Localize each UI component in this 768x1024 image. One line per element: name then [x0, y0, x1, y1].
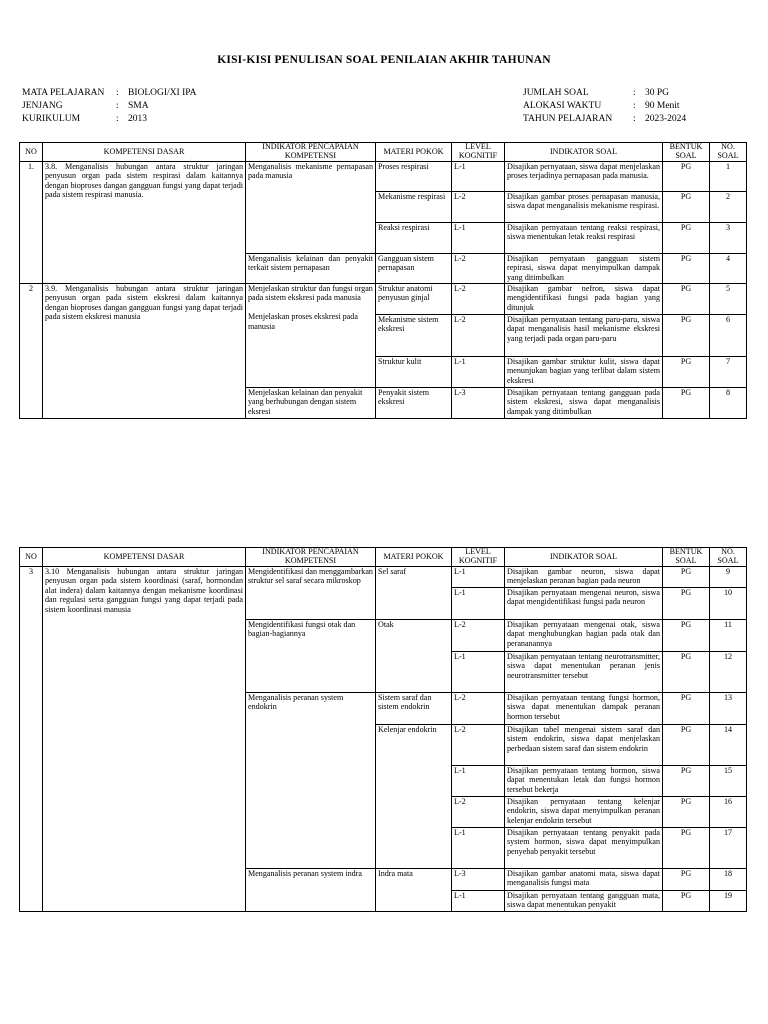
cell-bentuk: PG	[663, 254, 710, 284]
cell-level: L-1	[452, 828, 505, 869]
cell-indikator-soal: Disajikan pernyataan gangguan sistem repirasi, siswa dapat menyimpulkan dampak yang ditimbulkan	[505, 254, 663, 284]
meta-left	[22, 87, 197, 126]
cell-no-soal: 14	[710, 725, 747, 766]
cell-bentuk: PG	[663, 828, 710, 869]
meta-value: 2013	[128, 114, 147, 124]
cell-materi: Mekanisme respirasi	[376, 192, 452, 223]
cell-bentuk: PG	[663, 891, 710, 912]
cell-no-soal: 11	[710, 620, 747, 652]
header-no-soal: NO. SOAL	[710, 548, 747, 567]
cell-no-soal: 9	[710, 567, 747, 588]
cell-level: L-2	[452, 192, 505, 223]
cell-indikator-pencapaian: Mengidentifikasi dan menggambarkan struktur sel saraf secara mikroskop	[246, 567, 376, 620]
meta-value: SMA	[128, 101, 149, 111]
meta-sep: :	[116, 101, 119, 111]
cell-bentuk: PG	[663, 620, 710, 652]
cell-indikator-soal: Disajikan pernyataan tentang reaksi respirasi, siswa menentukan letak reaksi respirasi	[505, 223, 663, 254]
kisi-table-2	[19, 547, 747, 912]
cell-indikator-pencapaian: Menganalisis kelainan dan penyakit terkait sistem pernapasan	[246, 254, 376, 284]
cell-materi: Penyakit sistem ekskresi	[376, 388, 452, 419]
cell-level: L-1	[452, 223, 505, 254]
cell-level: L-1	[452, 162, 505, 192]
cell-indikator-soal: Disajikan pernyataan, siswa dapat menjelaskan proses terjadinya pernapasan pada manusia.	[505, 162, 663, 192]
cell-materi: Otak	[376, 620, 452, 693]
meta-row	[523, 87, 686, 100]
cell-materi: Indra mata	[376, 869, 452, 912]
cell-bentuk: PG	[663, 766, 710, 797]
cell-bentuk: PG	[663, 284, 710, 315]
cell-materi: Proses respirasi	[376, 162, 452, 192]
cell-materi: Kelenjar endokrin	[376, 725, 452, 869]
header-bentuk-soal: BENTUK SOAL	[663, 143, 710, 162]
cell-kompetensi-dasar: 3.10 Menganalisis hubungan antara struktur jaringan penyusun organ pada sistem koordinasi (saraf, hormondan alat indera) dalam kaitannya dengan mekanisme koordinasi dan regulasi serta gangguan fungsi yang dapat terjadi pada sistem koordinasi manusia	[43, 567, 246, 912]
cell-no-soal: 13	[710, 693, 747, 725]
cell-no-soal: 6	[710, 315, 747, 357]
header-no: NO	[20, 548, 43, 567]
cell-no-soal: 12	[710, 652, 747, 693]
meta-row	[22, 100, 197, 113]
meta-row	[22, 87, 197, 100]
meta-sep: :	[633, 101, 636, 111]
header-kompetensi-dasar: KOMPETENSI DASAR	[43, 548, 246, 567]
header-no: NO	[20, 143, 43, 162]
cell-indikator-soal: Disajikan gambar neuron, siswa dapat menjelaskan peranan bagian pada neuron	[505, 567, 663, 588]
meta-sep: :	[633, 114, 636, 124]
cell-bentuk: PG	[663, 315, 710, 357]
cell-indikator-soal: Disajikan pernyataan tentang kelenjar endokrin, siswa dapat menyimpulkan peranan kelenjar endokrin tersebut	[505, 797, 663, 828]
cell-materi: Gangguan sistem pernapasan	[376, 254, 452, 284]
cell-bentuk: PG	[663, 869, 710, 891]
cell-level: L-3	[452, 869, 505, 891]
cell-materi: Struktur kulit	[376, 357, 452, 388]
cell-kompetensi-dasar: 3.9. Menganalisis hubungan antara struktur jaringan penyusun organ pada sistem ekskresi dalam kaitannya dengan bioproses dangan gangguan fungsi yang dapat terjadi pada sistem ekskresi manusia	[43, 284, 246, 419]
cell-no: 2	[20, 284, 43, 419]
cell-kompetensi-dasar: 3.8. Menganalisis hubungan antara struktur jaringan penyusun organ pada sistem respirasi dalam kaitannya dengan bioproses dangan gangguan fungsi yang dapat terjadi pada sistem respirasi manusia.	[43, 162, 246, 284]
cell-indikator-soal: Disajikan pernyataan tentang gangguan pada sistem ekskresi, siswa dapat menganalisis dampak yang ditimbulkan	[505, 388, 663, 419]
meta-key: MATA PELAJARAN	[22, 88, 105, 98]
cell-bentuk: PG	[663, 725, 710, 766]
document-title: KISI-KISI PENULISAN SOAL PENILAIAN AKHIR TAHUNAN	[217, 54, 551, 66]
cell-no-soal: 7	[710, 357, 747, 388]
table-row	[20, 284, 747, 315]
cell-materi: Reaksi respirasi	[376, 223, 452, 254]
meta-row	[523, 100, 686, 113]
cell-indikator-soal: Disajikan gambar nefron, siswa dapat mengidentifikasi fungsi pada bagian yang ditunjuk	[505, 284, 663, 315]
cell-no: 1.	[20, 162, 43, 284]
meta-value: 2023-2024	[645, 114, 687, 124]
cell-no-soal: 3	[710, 223, 747, 254]
meta-key: JUMLAH SOAL	[523, 88, 589, 98]
cell-no-soal: 17	[710, 828, 747, 869]
table-header-row	[20, 143, 747, 162]
cell-no: 3	[20, 567, 43, 912]
cell-indikator-soal: Disajikan pernyataan tentang paru-paru, siswa dapat menganalisis hasil mekanisme ekskresi yang terjadi pada organ paru-paru	[505, 315, 663, 357]
cell-bentuk: PG	[663, 192, 710, 223]
cell-indikator-pencapaian: Menganalisis peranan system endokrin	[246, 693, 376, 869]
cell-indikator-pencapaian: Menganalisis mekanisme pernapasan pada manusia	[246, 162, 376, 254]
header-materi-pokok: MATERI POKOK	[376, 143, 452, 162]
cell-level: L-2	[452, 620, 505, 652]
meta-key: KURIKULUM	[22, 114, 81, 124]
cell-level: L-2	[452, 725, 505, 766]
cell-bentuk: PG	[663, 797, 710, 828]
cell-bentuk: PG	[663, 162, 710, 192]
cell-indikator-soal: Disajikan tabel mengenai sistem saraf dan sistem endokrin, siswa dapat menjelaskan perbedaan sistem saraf dan sistem endokrin	[505, 725, 663, 766]
cell-level: L-1	[452, 567, 505, 588]
cell-bentuk: PG	[663, 652, 710, 693]
cell-indikator-pencapaian: Menjelaskan struktur dan fungsi organ pada sistem ekskresi pada manusia Menjelaskan proses ekskresi pada manusia	[246, 284, 376, 388]
cell-level: L-3	[452, 388, 505, 419]
cell-indikator-soal: Disajikan pernyataan mengenai otak, siswa dapat menghubungkan bagian pada otak dan perananannya	[505, 620, 663, 652]
cell-no-soal: 15	[710, 766, 747, 797]
cell-level: L-1	[452, 652, 505, 693]
cell-indikator-soal: Disajikan pernyataan mengenai neuron, siswa dapat mengidentifikasi fungsi pada neuron	[505, 588, 663, 620]
cell-bentuk: PG	[663, 567, 710, 588]
cell-bentuk: PG	[663, 588, 710, 620]
cell-no-soal: 18	[710, 869, 747, 891]
cell-level: L-1	[452, 357, 505, 388]
cell-level: L-1	[452, 891, 505, 912]
cell-indikator-soal: Disajikan gambar struktur kulit, siswa dapat menunjukan bagian yang terlibat dalam sistem ekskresi	[505, 357, 663, 388]
header-indikator-pencapaian: INDIKATOR PENCAPAIAN KOMPETENSI	[246, 548, 376, 567]
cell-level: L-2	[452, 797, 505, 828]
header-no-soal: NO. SOAL	[710, 143, 747, 162]
cell-no-soal: 2	[710, 192, 747, 223]
cell-level: L-2	[452, 693, 505, 725]
meta-row	[22, 113, 197, 126]
meta-right	[523, 87, 686, 126]
cell-no-soal: 1	[710, 162, 747, 192]
meta-row	[523, 113, 686, 126]
header-level-kognitif: LEVEL KOGNITIF	[452, 548, 505, 567]
header-level-kognitif: LEVEL KOGNITIF	[452, 143, 505, 162]
header-indikator-pencapaian: INDIKATOR PENCAPAIAN KOMPETENSI	[246, 143, 376, 162]
cell-level: L-1	[452, 766, 505, 797]
cell-indikator-pencapaian: Mengidentifikasi fungsi otak dan bagian-bagiannya	[246, 620, 376, 693]
cell-no-soal: 19	[710, 891, 747, 912]
cell-indikator-soal: Disajikan pernyataan tentang hormon, siswa dapat menentukan letak dan fungsi hormon tersebut bekerja	[505, 766, 663, 797]
meta-value: 30 PG	[645, 88, 670, 98]
meta-sep: :	[633, 88, 636, 98]
cell-bentuk: PG	[663, 357, 710, 388]
cell-no-soal: 5	[710, 284, 747, 315]
cell-indikator-soal: Disajikan pernyataan tentang gangguan mata, siswa dapat menentukan penyakit	[505, 891, 663, 912]
cell-no-soal: 4	[710, 254, 747, 284]
table-row	[20, 162, 747, 192]
cell-bentuk: PG	[663, 223, 710, 254]
header-materi-pokok: MATERI POKOK	[376, 548, 452, 567]
cell-indikator-pencapaian: Menjelaskan kelainan dan penyakit yang berhubungan dengan sistem eksresi	[246, 388, 376, 419]
cell-materi: Sistem saraf dan sistem endokrin	[376, 693, 452, 725]
cell-level: L-2	[452, 284, 505, 315]
cell-indikator-soal: Disajikan gambar anatomi mata, siswa dapat menganalisis fungsi mata	[505, 869, 663, 891]
header-kompetensi-dasar: KOMPETENSI DASAR	[43, 143, 246, 162]
cell-bentuk: PG	[663, 388, 710, 419]
meta-value: BIOLOGI/XI IPA	[128, 88, 197, 98]
cell-level: L-2	[452, 254, 505, 284]
meta-sep: :	[116, 114, 119, 124]
cell-indikator-soal: Disajikan pernyataan tentang fungsi hormon, siswa dapat menentukan dampak peranan hormon tersebut	[505, 693, 663, 725]
kisi-table-1	[19, 142, 747, 419]
cell-no-soal: 8	[710, 388, 747, 419]
cell-indikator-pencapaian: Menganalisis peranan system indra	[246, 869, 376, 912]
meta-sep: :	[116, 88, 119, 98]
table-header-row	[20, 548, 747, 567]
cell-indikator-soal: Disajikan gambar proses pernapasan manusia, siswa dapat menganalisis mekanisme respirasi.	[505, 192, 663, 223]
header-indikator-soal: INDIKATOR SOAL	[505, 548, 663, 567]
header-indikator-soal: INDIKATOR SOAL	[505, 143, 663, 162]
cell-indikator-soal: Disajikan pernyataan tentang neurotransmitter, siswa dapat menentukan peranan jenis neurotransmitter tersebut	[505, 652, 663, 693]
cell-materi: Struktur anatomi penyusun ginjal	[376, 284, 452, 315]
cell-bentuk: PG	[663, 693, 710, 725]
header-bentuk-soal: BENTUK SOAL	[663, 548, 710, 567]
meta-key: TAHUN PELAJARAN	[523, 114, 613, 124]
cell-indikator-soal: Disajikan pernyataan tentang penyakit pada system hormon, siswa dapat menyimpulkan penyebab penyakit tersebut	[505, 828, 663, 869]
meta-key: JENJANG	[22, 101, 63, 111]
cell-level: L-1	[452, 588, 505, 620]
cell-materi: Sel saraf	[376, 567, 452, 620]
cell-materi: Mekanisme sistem ekskresi	[376, 315, 452, 357]
cell-level: L-2	[452, 315, 505, 357]
meta-key: ALOKASI WAKTU	[523, 101, 602, 111]
cell-no-soal: 10	[710, 588, 747, 620]
cell-no-soal: 16	[710, 797, 747, 828]
meta-value: 90 Menit	[645, 101, 680, 111]
table-row	[20, 567, 747, 588]
